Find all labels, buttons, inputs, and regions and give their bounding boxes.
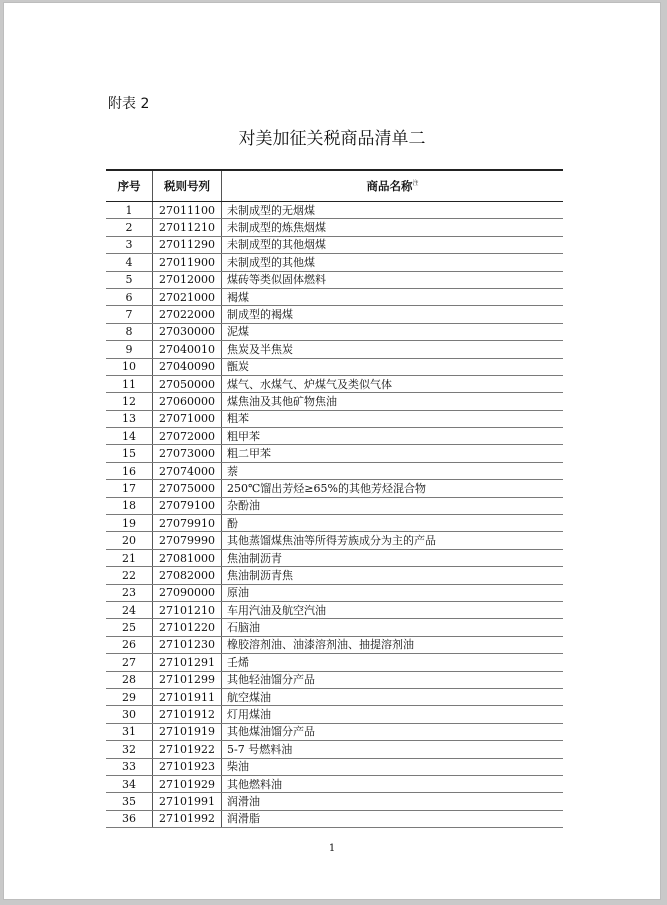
row-tariff-code: 27101912 bbox=[153, 706, 222, 723]
row-product-name: 未制成型的炼焦烟煤 bbox=[222, 219, 564, 236]
row-product-name: 煤砖等类似固体燃料 bbox=[222, 271, 564, 288]
row-serial-number: 23 bbox=[106, 584, 153, 601]
row-serial-number: 2 bbox=[106, 219, 153, 236]
table-row bbox=[106, 601, 563, 618]
table-row bbox=[106, 515, 563, 532]
row-serial-number: 20 bbox=[106, 532, 153, 549]
table-row bbox=[106, 393, 563, 410]
row-product-name: 未制成型的无烟煤 bbox=[222, 202, 564, 219]
table-row bbox=[106, 706, 563, 723]
row-tariff-code: 27079910 bbox=[153, 515, 222, 532]
row-tariff-code: 27040090 bbox=[153, 358, 222, 375]
table-row bbox=[106, 323, 563, 340]
header-note-marker: 注 bbox=[412, 180, 419, 188]
row-product-name: 柴油 bbox=[222, 758, 564, 775]
row-tariff-code: 27101230 bbox=[153, 636, 222, 653]
row-product-name: 润滑脂 bbox=[222, 810, 564, 827]
appendix-caption: 附表 2 bbox=[108, 96, 150, 112]
header-product-name-label: 商品名称 bbox=[366, 179, 413, 193]
row-product-name: 萘 bbox=[222, 462, 564, 479]
row-product-name: 其他轻油馏分产品 bbox=[222, 671, 564, 688]
row-tariff-code: 27101911 bbox=[153, 688, 222, 705]
row-tariff-code: 27071000 bbox=[153, 410, 222, 427]
row-product-name: 粗二甲苯 bbox=[222, 445, 564, 462]
row-serial-number: 5 bbox=[106, 271, 153, 288]
row-tariff-code: 27040010 bbox=[153, 341, 222, 358]
row-serial-number: 22 bbox=[106, 567, 153, 584]
row-product-name: 石脑油 bbox=[222, 619, 564, 636]
table-row bbox=[106, 497, 563, 514]
row-tariff-code: 27072000 bbox=[153, 428, 222, 445]
table-row bbox=[106, 480, 563, 497]
table-row bbox=[106, 567, 563, 584]
row-tariff-code: 27011900 bbox=[153, 254, 222, 271]
table-row bbox=[106, 428, 563, 445]
row-tariff-code: 27101210 bbox=[153, 601, 222, 618]
row-serial-number: 36 bbox=[106, 810, 153, 827]
row-serial-number: 19 bbox=[106, 515, 153, 532]
row-serial-number: 18 bbox=[106, 497, 153, 514]
table-row bbox=[106, 793, 563, 810]
row-serial-number: 13 bbox=[106, 410, 153, 427]
table-row bbox=[106, 549, 563, 566]
row-tariff-code: 27079100 bbox=[153, 497, 222, 514]
row-serial-number: 9 bbox=[106, 341, 153, 358]
table-row bbox=[106, 445, 563, 462]
row-product-name: 润滑油 bbox=[222, 793, 564, 810]
row-serial-number: 14 bbox=[106, 428, 153, 445]
row-product-name: 酚 bbox=[222, 515, 564, 532]
row-serial-number: 6 bbox=[106, 288, 153, 305]
row-serial-number: 31 bbox=[106, 723, 153, 740]
row-product-name: 焦油制沥青焦 bbox=[222, 567, 564, 584]
row-serial-number: 4 bbox=[106, 254, 153, 271]
row-serial-number: 1 bbox=[106, 202, 153, 219]
row-tariff-code: 27075000 bbox=[153, 480, 222, 497]
row-tariff-code: 27060000 bbox=[153, 393, 222, 410]
row-tariff-code: 27101291 bbox=[153, 654, 222, 671]
row-serial-number: 10 bbox=[106, 358, 153, 375]
row-product-name: 制成型的褐煤 bbox=[222, 306, 564, 323]
row-tariff-code: 27101220 bbox=[153, 619, 222, 636]
table-row bbox=[106, 810, 563, 827]
table-row bbox=[106, 462, 563, 479]
table-row bbox=[106, 271, 563, 288]
row-tariff-code: 27030000 bbox=[153, 323, 222, 340]
row-tariff-code: 27090000 bbox=[153, 584, 222, 601]
row-serial-number: 8 bbox=[106, 323, 153, 340]
row-serial-number: 35 bbox=[106, 793, 153, 810]
row-tariff-code: 27101929 bbox=[153, 775, 222, 792]
row-product-name: 5-7 号燃料油 bbox=[222, 741, 564, 758]
row-serial-number: 26 bbox=[106, 636, 153, 653]
row-tariff-code: 27101992 bbox=[153, 810, 222, 827]
table-row bbox=[106, 410, 563, 427]
row-product-name: 煤焦油及其他矿物焦油 bbox=[222, 393, 564, 410]
row-product-name: 焦油制沥青 bbox=[222, 549, 564, 566]
row-serial-number: 3 bbox=[106, 236, 153, 253]
table-row bbox=[106, 375, 563, 392]
table-row bbox=[106, 775, 563, 792]
row-product-name: 杂酚油 bbox=[222, 497, 564, 514]
row-tariff-code: 27101299 bbox=[153, 671, 222, 688]
table-header-row bbox=[106, 170, 563, 202]
row-product-name: 粗甲苯 bbox=[222, 428, 564, 445]
row-tariff-code: 27011210 bbox=[153, 219, 222, 236]
table-row bbox=[106, 584, 563, 601]
row-serial-number: 15 bbox=[106, 445, 153, 462]
row-serial-number: 21 bbox=[106, 549, 153, 566]
row-product-name: 粗苯 bbox=[222, 410, 564, 427]
tariff-table bbox=[106, 169, 563, 828]
row-serial-number: 28 bbox=[106, 671, 153, 688]
row-serial-number: 17 bbox=[106, 480, 153, 497]
row-product-name: 褐煤 bbox=[222, 288, 564, 305]
row-tariff-code: 27101922 bbox=[153, 741, 222, 758]
row-tariff-code: 27082000 bbox=[153, 567, 222, 584]
row-serial-number: 11 bbox=[106, 375, 153, 392]
row-serial-number: 29 bbox=[106, 688, 153, 705]
table-row bbox=[106, 654, 563, 671]
row-serial-number: 30 bbox=[106, 706, 153, 723]
row-tariff-code: 27050000 bbox=[153, 375, 222, 392]
row-tariff-code: 27101991 bbox=[153, 793, 222, 810]
row-tariff-code: 27079990 bbox=[153, 532, 222, 549]
row-product-name: 橡胶溶剂油、油漆溶剂油、抽提溶剂油 bbox=[222, 636, 564, 653]
row-tariff-code: 27074000 bbox=[153, 462, 222, 479]
row-product-name: 壬烯 bbox=[222, 654, 564, 671]
table-row bbox=[106, 288, 563, 305]
table-row bbox=[106, 219, 563, 236]
row-tariff-code: 27012000 bbox=[153, 271, 222, 288]
row-product-name: 煤气、水煤气、炉煤气及类似气体 bbox=[222, 375, 564, 392]
table-row bbox=[106, 723, 563, 740]
row-serial-number: 12 bbox=[106, 393, 153, 410]
row-product-name: 其他煤油馏分产品 bbox=[222, 723, 564, 740]
row-product-name: 甑炭 bbox=[222, 358, 564, 375]
row-serial-number: 34 bbox=[106, 775, 153, 792]
row-tariff-code: 27081000 bbox=[153, 549, 222, 566]
row-product-name: 航空煤油 bbox=[222, 688, 564, 705]
row-product-name: 未制成型的其他煤 bbox=[222, 254, 564, 271]
table-row bbox=[106, 532, 563, 549]
row-product-name: 泥煤 bbox=[222, 323, 564, 340]
row-product-name: 其他燃料油 bbox=[222, 775, 564, 792]
row-product-name: 未制成型的其他烟煤 bbox=[222, 236, 564, 253]
row-serial-number: 32 bbox=[106, 741, 153, 758]
row-tariff-code: 27011290 bbox=[153, 236, 222, 253]
table-row bbox=[106, 254, 563, 271]
table-row bbox=[106, 671, 563, 688]
row-serial-number: 16 bbox=[106, 462, 153, 479]
row-product-name: 灯用煤油 bbox=[222, 706, 564, 723]
header-product-name bbox=[222, 170, 564, 202]
table-row bbox=[106, 688, 563, 705]
table-row bbox=[106, 306, 563, 323]
table-row bbox=[106, 636, 563, 653]
row-serial-number: 33 bbox=[106, 758, 153, 775]
row-serial-number: 7 bbox=[106, 306, 153, 323]
row-tariff-code: 27073000 bbox=[153, 445, 222, 462]
row-tariff-code: 27101923 bbox=[153, 758, 222, 775]
document-page bbox=[3, 2, 661, 900]
row-product-name: 250℃馏出芳烃≥65%的其他芳烃混合物 bbox=[222, 480, 564, 497]
row-tariff-code: 27011100 bbox=[153, 202, 222, 219]
row-serial-number: 27 bbox=[106, 654, 153, 671]
row-tariff-code: 27101919 bbox=[153, 723, 222, 740]
row-serial-number: 24 bbox=[106, 601, 153, 618]
table-row bbox=[106, 619, 563, 636]
row-tariff-code: 27022000 bbox=[153, 306, 222, 323]
table-row bbox=[106, 741, 563, 758]
row-product-name: 原油 bbox=[222, 584, 564, 601]
row-product-name: 焦炭及半焦炭 bbox=[222, 341, 564, 358]
document-title: 对美加征关税商品清单二 bbox=[238, 129, 426, 149]
row-product-name: 车用汽油及航空汽油 bbox=[222, 601, 564, 618]
table-row bbox=[106, 341, 563, 358]
table-row bbox=[106, 202, 563, 219]
table-row bbox=[106, 236, 563, 253]
row-product-name: 其他蒸馏煤焦油等所得芳族成分为主的产品 bbox=[222, 532, 564, 549]
table-row bbox=[106, 358, 563, 375]
row-serial-number: 25 bbox=[106, 619, 153, 636]
row-tariff-code: 27021000 bbox=[153, 288, 222, 305]
header-serial-number: 序号 bbox=[106, 170, 153, 202]
page-number: 1 bbox=[328, 843, 336, 854]
table-row bbox=[106, 758, 563, 775]
header-tariff-code: 税则号列 bbox=[153, 170, 222, 202]
